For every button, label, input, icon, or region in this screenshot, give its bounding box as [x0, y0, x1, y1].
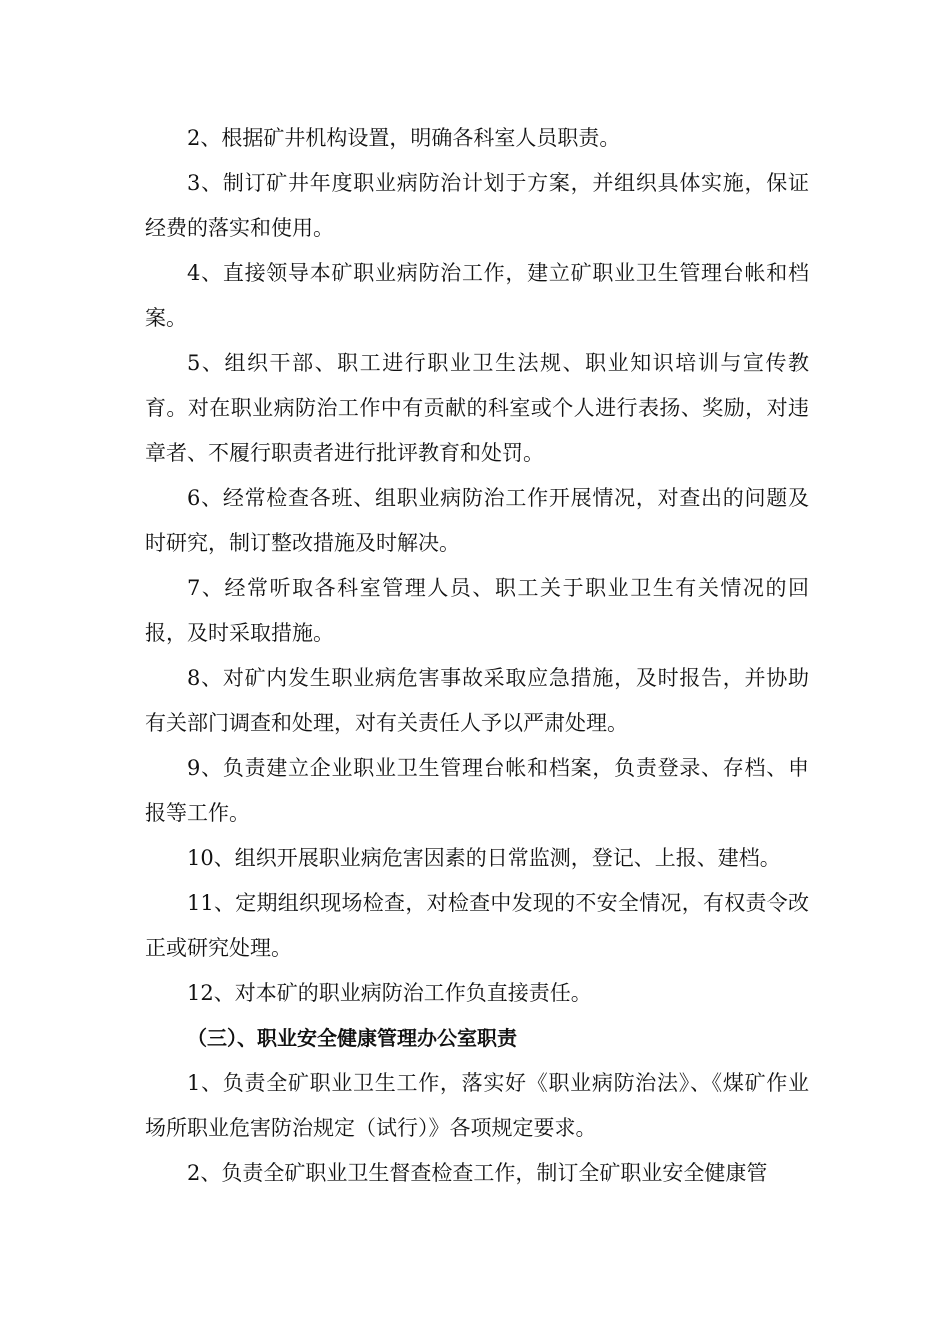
section-paragraph-2: 2、负责全矿职业卫生督查检查工作，制订全矿职业安全健康管 [187, 1161, 768, 1185]
paragraph-item-2: 2、根据矿井机构设置，明确各科室人员职责。 [187, 126, 621, 150]
paragraph-item-12: 12、对本矿的职业病防治工作负直接责任。 [187, 981, 592, 1005]
paragraph-item-7: 7、经常听取各科室管理人员、职工关于职业卫生有关情况的回报，及时采取措施。 [145, 576, 809, 645]
paragraph-item-5: 5、组织干部、职工进行职业卫生法规、职业知识培训与宣传教育。对在职业病防治工作中有贡献的科室或个人进行表扬、奖励，对违章者、不履行职责者进行批评教育和处罚。 [145, 351, 809, 465]
paragraph-item-9: 9、负责建立企业职业卫生管理台帐和档案，负责登录、存档、申报等工作。 [145, 756, 809, 825]
paragraph-item-6: 6、经常检查各班、组职业病防治工作开展情况，对查出的问题及时研究，制订整改措施及时解决。 [145, 486, 809, 555]
paragraph-item-8: 8、对矿内发生职业病危害事故采取应急措施，及时报告，并协助有关部门调查和处理，对有关责任人予以严肃处理。 [145, 666, 809, 735]
paragraph-item-11: 11、定期组织现场检查，对检查中发现的不安全情况，有权责令改正或研究处理。 [145, 891, 809, 960]
section-heading: （三）、职业安全健康管理办公室职责 [187, 1026, 517, 1050]
paragraph-item-4: 4、直接领导本矿职业病防治工作，建立矿职业卫生管理台帐和档案。 [145, 261, 809, 330]
paragraph-item-3: 3、制订矿井年度职业病防治计划于方案，并组织具体实施，保证经费的落实和使用。 [145, 171, 809, 240]
document-body [145, 116, 809, 1196]
section-paragraph-1: 1、负责全矿职业卫生工作，落实好《职业病防治法》、《煤矿作业场所职业危害防治规定（试行）》各项规定要求。 [145, 1071, 809, 1140]
paragraph-item-10: 10、组织开展职业病危害因素的日常监测，登记、上报、建档。 [187, 846, 781, 870]
